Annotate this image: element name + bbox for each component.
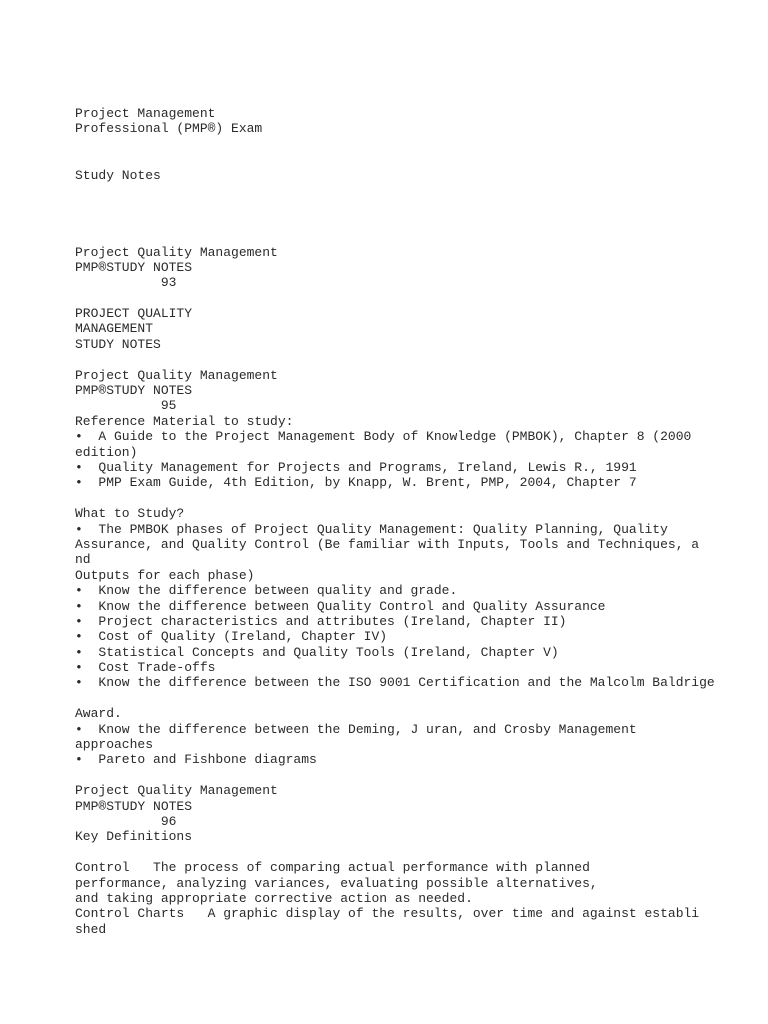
text-line: • Know the difference between quality and grade. [75,583,458,599]
text-line: and taking appropriate corrective action as needed. [75,890,473,906]
text-line: • Project characteristics and attributes (Ireland, Chapter II) [75,613,567,629]
blank-line [75,352,735,367]
text-line: edition) [75,444,138,460]
text-line: • Statistical Concepts and Quality Tools (Ireland, Chapter V) [75,644,559,660]
blank-line [75,183,735,198]
blank-line [75,768,735,783]
text-line: STUDY NOTES [75,336,161,352]
text-line: performance, analyzing variances, evaluating possible alternatives, [75,875,598,891]
text-line: Project Quality Management [75,367,278,383]
text-line: 93 [75,275,177,291]
blank-line [75,229,735,244]
text-line: Key Definitions [75,829,193,845]
text-line: PMP®STUDY NOTES [75,259,193,275]
text-line: • PMP Exam Guide, 4th Edition, by Knapp, W. Brent, PMP, 2004, Chapter 7 [75,475,637,491]
blank-line [75,198,735,213]
text-line: Study Notes [75,167,161,183]
blank-line [75,291,735,306]
text-line: Project Quality Management [75,783,278,799]
blank-line [75,845,735,860]
document-body [75,106,735,937]
text-line: • The PMBOK phases of Project Quality Management: Quality Planning, Quality [75,521,668,537]
text-line: • Pareto and Fishbone diagrams [75,752,317,768]
text-line: PMP®STUDY NOTES [75,798,193,814]
text-line: • Quality Management for Projects and Programs, Ireland, Lewis R., 1991 [75,459,637,475]
text-line: • A Guide to the Project Management Body of Knowledge (PMBOK), Chapter 8 (2000 [75,429,692,445]
text-line: Control Charts A graphic display of the results, over time and against establi [75,906,700,922]
text-line: What to Study? [75,506,185,522]
text-line: approaches [75,737,154,753]
text-line: Outputs for each phase) [75,567,255,583]
blank-line [75,152,735,167]
text-line: PMP®STUDY NOTES [75,383,193,399]
blank-line [75,214,735,229]
text-line: 96 [75,813,177,829]
text-line: • Cost Trade-offs [75,660,216,676]
text-line: • Know the difference between the Deming, J uran, and Crosby Management [75,721,637,737]
text-line: Project Management [75,106,216,121]
blank-line [75,137,735,152]
text-line: Award. [75,706,122,722]
text-line: Reference Material to study: [75,413,294,429]
text-line: MANAGEMENT [75,321,154,337]
text-line: Assurance, and Quality Control (Be familiar with Inputs, Tools and Techniques, a [75,536,700,552]
text-line: nd [75,552,91,568]
text-line: • Know the difference between Quality Control and Quality Assurance [75,598,606,614]
text-line: Professional (PMP®) Exam [75,121,263,137]
blank-line [75,491,735,506]
text-line: • Cost of Quality (Ireland, Chapter IV) [75,629,388,645]
text-line: Project Quality Management [75,244,278,260]
text-line: shed [75,921,107,937]
text-line: 95 [75,398,177,414]
text-line: Control The process of comparing actual performance with planned [75,860,590,876]
blank-line [75,691,735,706]
text-line: • Know the difference between the ISO 9001 Certification and the Malcolm Baldrige [75,675,715,691]
text-line: PROJECT QUALITY [75,306,193,322]
